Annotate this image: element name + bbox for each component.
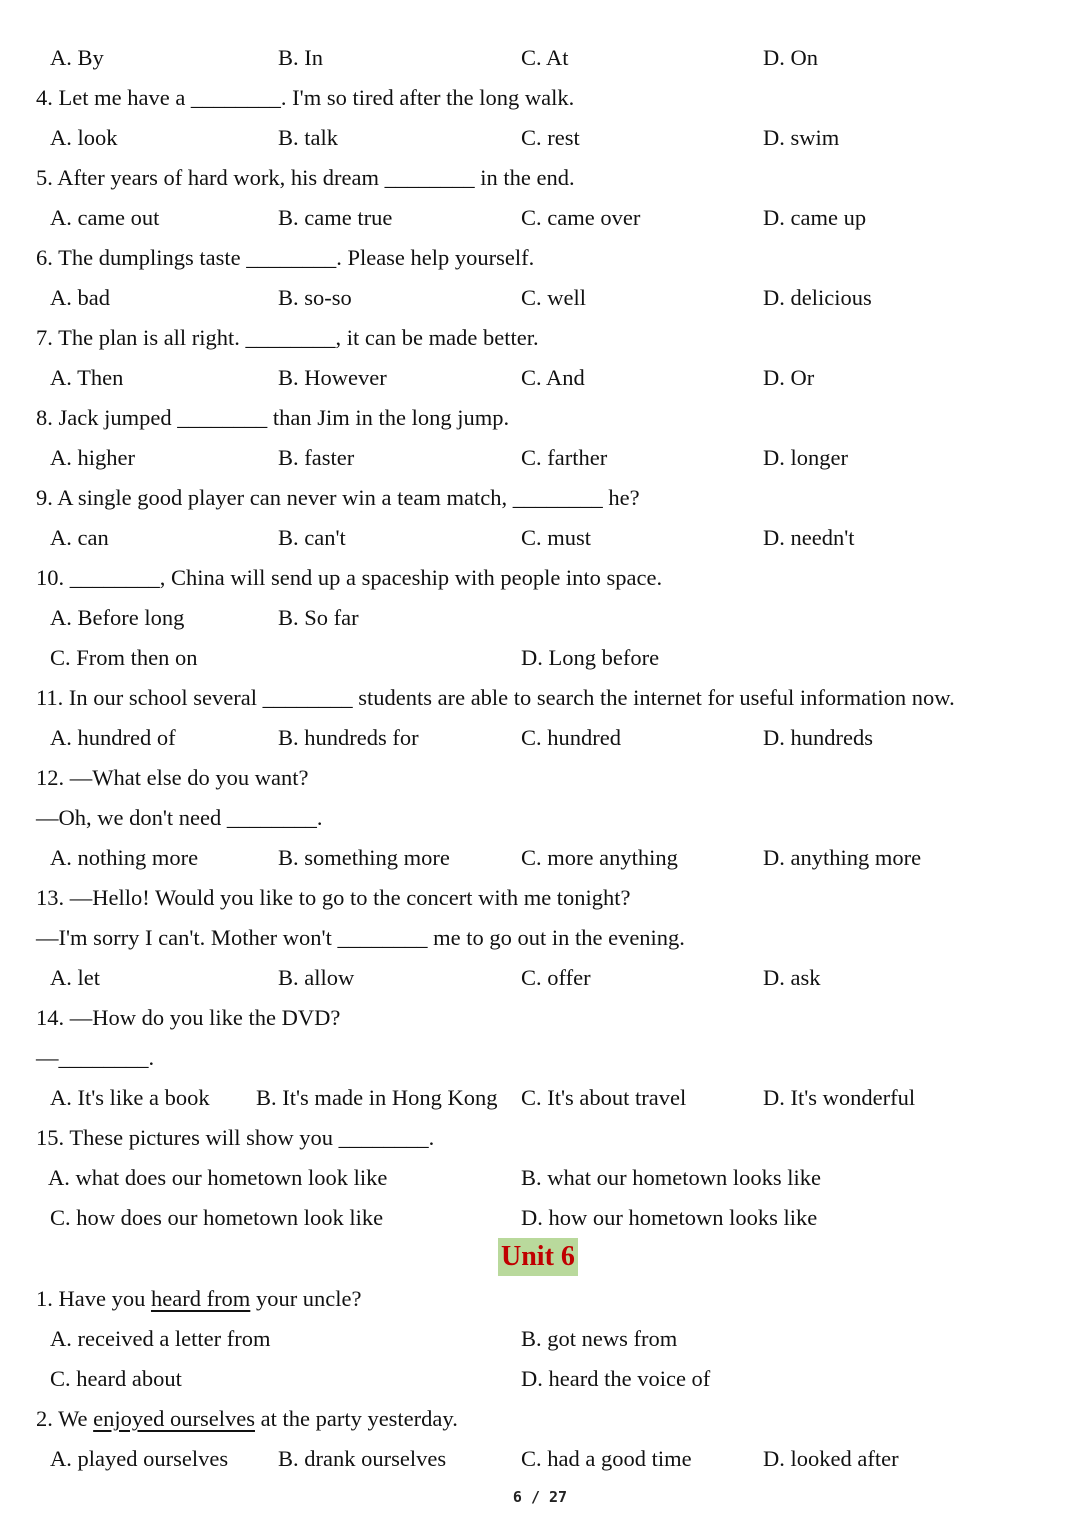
question-stem-reply: —Oh, we don't need ________. <box>36 805 323 830</box>
question-14 <box>0 998 1080 1038</box>
option-d: D. Or <box>763 365 815 390</box>
question-stem: 9. A single good player can never win a team match, ________ he? <box>36 485 640 510</box>
option-a: A. look <box>50 125 118 150</box>
stem-prefix: 1. Have you <box>36 1286 151 1311</box>
option-c: C. At <box>521 45 569 70</box>
option-b: B. allow <box>278 965 355 990</box>
option-d: D. needn't <box>763 525 855 550</box>
option-a: A. played ourselves <box>50 1446 229 1471</box>
q8-options <box>0 438 1080 478</box>
q4-options <box>0 118 1080 158</box>
option-a: A. what does our hometown look like <box>48 1165 388 1190</box>
q5-options <box>0 198 1080 238</box>
option-a: A. let <box>50 965 100 990</box>
question-8 <box>0 398 1080 438</box>
question-stem-reply: —I'm sorry I can't. Mother won't ________ me to go out in the evening. <box>36 925 685 950</box>
option-b: B. However <box>278 365 387 390</box>
stem-suffix: at the party yesterday. <box>254 1406 458 1431</box>
option-a: A. It's like a book <box>50 1085 210 1110</box>
question-stem: 7. The plan is all right. ________, it can be made better. <box>36 325 539 350</box>
option-b: B. It's made in Hong Kong <box>256 1085 498 1110</box>
option-d: D. Long before <box>521 645 660 670</box>
option-a: A. higher <box>50 445 135 470</box>
q10-options-row2 <box>0 638 1080 678</box>
option-a: A. bad <box>50 285 110 310</box>
option-c: C. more anything <box>521 845 678 870</box>
question-7 <box>0 318 1080 358</box>
question-stem <box>36 1399 458 1439</box>
stem-prefix: 2. We <box>36 1406 94 1431</box>
q10-options-row1 <box>0 598 1080 638</box>
option-d: D. came up <box>763 205 867 230</box>
question-12 <box>0 758 1080 798</box>
option-c: C. rest <box>521 125 580 150</box>
q11-options <box>0 718 1080 758</box>
option-b: B. can't <box>278 525 346 550</box>
option-b: B. came true <box>278 205 393 230</box>
q6-options <box>0 278 1080 318</box>
question-15 <box>0 1118 1080 1158</box>
question-stem: 14. —How do you like the DVD? <box>36 1005 341 1030</box>
question-13-reply <box>0 918 1080 958</box>
option-b: B. In <box>278 45 323 70</box>
option-c: C. It's about travel <box>521 1085 687 1110</box>
option-d: D. On <box>763 45 818 70</box>
q9-options <box>0 518 1080 558</box>
option-c: C. hundred <box>521 725 621 750</box>
q12-options <box>0 838 1080 878</box>
question-10 <box>0 558 1080 598</box>
option-a: A. By <box>50 45 104 70</box>
question-4 <box>0 78 1080 118</box>
option-b: B. got news from <box>521 1326 678 1351</box>
option-a: A. Before long <box>50 605 185 630</box>
page-number: 6 / 27 <box>512 1488 568 1506</box>
underlined-phrase: enjoyed ourselves <box>93 1406 255 1431</box>
option-d: D. ask <box>763 965 821 990</box>
question-6 <box>0 238 1080 278</box>
option-c: C. And <box>521 365 585 390</box>
option-b: B. talk <box>278 125 338 150</box>
option-c: C. offer <box>521 965 591 990</box>
option-c: C. well <box>521 285 586 310</box>
option-c: C. heard about <box>50 1366 182 1391</box>
unit6-question-2 <box>0 1399 1080 1439</box>
question-11 <box>0 678 1080 718</box>
option-c: C. had a good time <box>521 1446 692 1471</box>
option-b: B. what our hometown looks like <box>521 1165 821 1190</box>
stem-suffix: your uncle? <box>250 1286 362 1311</box>
option-d: D. hundreds <box>763 725 873 750</box>
option-c: C. how does our hometown look like <box>50 1205 384 1230</box>
option-c: C. must <box>521 525 592 550</box>
q7-options <box>0 358 1080 398</box>
question-13 <box>0 878 1080 918</box>
q14-options <box>0 1078 1080 1118</box>
option-c: C. farther <box>521 445 608 470</box>
question-stem: 5. After years of hard work, his dream ________ in the end. <box>36 165 575 190</box>
question-stem: 12. —What else do you want? <box>36 765 309 790</box>
unit6-q1-options-row1 <box>0 1319 1080 1359</box>
question-stem: 4. Let me have a ________. I'm so tired after the long walk. <box>36 85 575 110</box>
option-c: C. From then on <box>50 645 198 670</box>
question-stem: 10. ________, China will send up a spaceship with people into space. <box>36 565 663 590</box>
option-a: A. hundred of <box>50 725 176 750</box>
option-c: C. came over <box>521 205 641 230</box>
question-stem: 6. The dumplings taste ________. Please help yourself. <box>36 245 535 270</box>
option-b: B. so-so <box>278 285 352 310</box>
option-a: A. can <box>50 525 109 550</box>
option-b: B. So far <box>278 605 359 630</box>
q15-options-row1 <box>0 1158 1080 1198</box>
unit-heading: Unit 6 <box>498 1238 578 1276</box>
option-b: B. faster <box>278 445 355 470</box>
question-5 <box>0 158 1080 198</box>
option-d: D. longer <box>763 445 848 470</box>
option-d: D. anything more <box>763 845 922 870</box>
option-a: A. received a letter from <box>50 1326 271 1351</box>
q13-options <box>0 958 1080 998</box>
question-stem: 15. These pictures will show you ________. <box>36 1125 435 1150</box>
question-12-reply <box>0 798 1080 838</box>
option-d: D. swim <box>763 125 840 150</box>
option-b: B. hundreds for <box>278 725 419 750</box>
underlined-phrase: heard from <box>150 1286 251 1311</box>
question-stem: 13. —Hello! Would you like to go to the concert with me tonight? <box>36 885 631 910</box>
option-a: A. nothing more <box>50 845 199 870</box>
q3-options <box>0 38 1080 78</box>
option-a: A. came out <box>50 205 160 230</box>
question-9 <box>0 478 1080 518</box>
option-a: A. Then <box>50 365 124 390</box>
unit6-q1-options-row2 <box>0 1359 1080 1399</box>
unit6-question-1 <box>0 1279 1080 1319</box>
option-d: D. how our hometown looks like <box>521 1205 818 1230</box>
question-stem: 11. In our school several ________ students are able to search the internet for useful information now. <box>36 685 955 710</box>
question-14-reply <box>0 1038 1080 1078</box>
unit6-q2-options <box>0 1439 1080 1479</box>
option-b: B. drank ourselves <box>278 1446 447 1471</box>
option-d: D. delicious <box>763 285 872 310</box>
option-d: D. heard the voice of <box>521 1366 711 1391</box>
q15-options-row2 <box>0 1198 1080 1238</box>
question-stem: 8. Jack jumped ________ than Jim in the long jump. <box>36 405 510 430</box>
question-stem-reply: —________. <box>36 1045 155 1070</box>
option-b: B. something more <box>278 845 450 870</box>
option-d: D. looked after <box>763 1446 899 1471</box>
option-d: D. It's wonderful <box>763 1085 916 1110</box>
question-stem <box>36 1279 362 1319</box>
